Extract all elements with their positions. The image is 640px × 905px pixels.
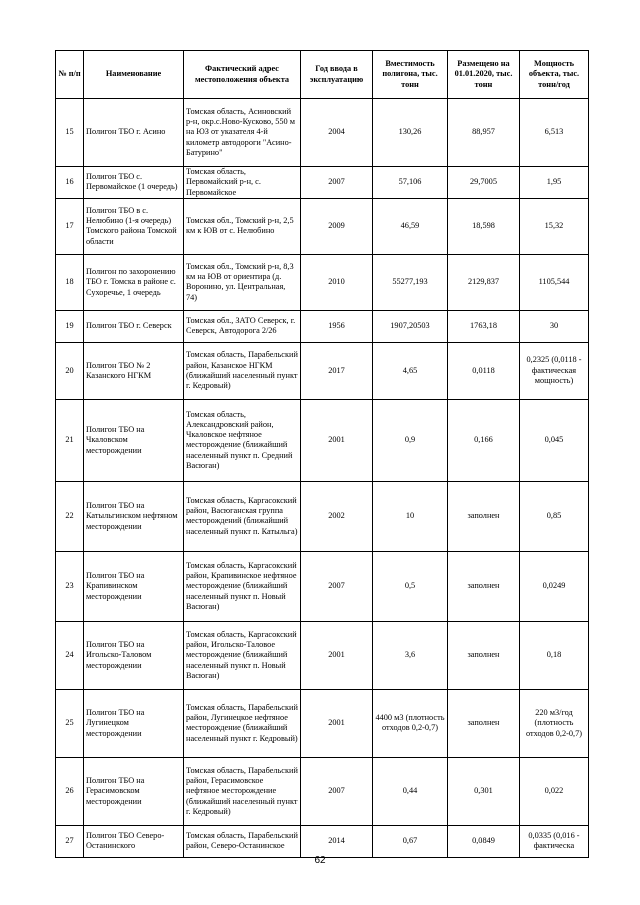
cell-address: Томская область, Александровский район, Чкаловское нефтяное месторождение (ближайший населенный пункт п. Средний Васюган) <box>184 399 301 481</box>
cell-year: 2004 <box>301 99 373 167</box>
header-name: Наименование <box>84 51 184 99</box>
table-row <box>56 310 589 342</box>
cell-num: 20 <box>56 342 84 399</box>
cell-year: 2010 <box>301 254 373 310</box>
cell-placed: заполнен <box>448 481 520 551</box>
cell-year: 2001 <box>301 621 373 689</box>
cell-name: Полигон ТБО Северо-Останинского <box>84 825 184 857</box>
cell-placed: 18,598 <box>448 198 520 254</box>
cell-name: Полигон ТБО на Игольско-Таловом месторождении <box>84 621 184 689</box>
cell-year: 2009 <box>301 198 373 254</box>
cell-capacity: 0,44 <box>373 757 448 825</box>
table-row <box>56 342 589 399</box>
table-header-row <box>56 51 589 99</box>
table-row <box>56 198 589 254</box>
table-row <box>56 99 589 167</box>
cell-power: 0,045 <box>520 399 589 481</box>
cell-year: 2002 <box>301 481 373 551</box>
table-row <box>56 551 589 621</box>
cell-num: 15 <box>56 99 84 167</box>
cell-address: Томская область, Каргасокский район, Васюганская группа месторождений (ближайший населенный пункт п. Катыльга) <box>184 481 301 551</box>
cell-year: 1956 <box>301 310 373 342</box>
header-placed: Размещено на 01.01.2020, тыс. тонн <box>448 51 520 99</box>
cell-year: 2007 <box>301 551 373 621</box>
cell-name: Полигон ТБО № 2 Казанского НГКМ <box>84 342 184 399</box>
cell-capacity: 130,26 <box>373 99 448 167</box>
table-row <box>56 621 589 689</box>
cell-placed: 1763,18 <box>448 310 520 342</box>
cell-name: Полигон ТБО в с. Нелюбино (1-я очередь) Томского района Томской области <box>84 198 184 254</box>
header-capacity: Вместимость полигона, тыс. тонн <box>373 51 448 99</box>
cell-power: 0,0249 <box>520 551 589 621</box>
cell-address: Томская область, Парабельский район, Северо-Останинское <box>184 825 301 857</box>
cell-capacity: 0,67 <box>373 825 448 857</box>
table-row <box>56 481 589 551</box>
cell-power: 0,85 <box>520 481 589 551</box>
cell-num: 24 <box>56 621 84 689</box>
cell-name: Полигон ТБО с. Первомайское (1 очередь) <box>84 167 184 199</box>
cell-power: 1105,544 <box>520 254 589 310</box>
cell-address: Томская область, Каргасокский район, Игольско-Таловое месторождение (ближайший населенный пункт п. Новый Васюган) <box>184 621 301 689</box>
cell-capacity: 10 <box>373 481 448 551</box>
cell-placed: 88,957 <box>448 99 520 167</box>
cell-placed: 0,166 <box>448 399 520 481</box>
cell-name: Полигон ТБО на Герасимовском месторождении <box>84 757 184 825</box>
cell-power: 0,18 <box>520 621 589 689</box>
landfill-table <box>55 50 589 858</box>
cell-num: 16 <box>56 167 84 199</box>
cell-name: Полигон ТБО г. Асино <box>84 99 184 167</box>
cell-power: 6,513 <box>520 99 589 167</box>
table-row <box>56 167 589 199</box>
cell-name: Полигон ТБО г. Северск <box>84 310 184 342</box>
table-row <box>56 689 589 757</box>
cell-year: 2014 <box>301 825 373 857</box>
cell-address: Томская обл., Томский р-н, 8,3 км на ЮВ от ориентира (д. Воронино, ул. Центральная, 74) <box>184 254 301 310</box>
cell-num: 25 <box>56 689 84 757</box>
cell-name: Полигон по захоронению ТБО г. Томска в районе с. Сухоречье, 1 очередь <box>84 254 184 310</box>
cell-name: Полигон ТБО на Лугинецком месторождении <box>84 689 184 757</box>
cell-capacity: 0,9 <box>373 399 448 481</box>
cell-capacity: 4,65 <box>373 342 448 399</box>
cell-capacity: 1907,20503 <box>373 310 448 342</box>
cell-num: 21 <box>56 399 84 481</box>
cell-capacity: 0,5 <box>373 551 448 621</box>
cell-power: 0,022 <box>520 757 589 825</box>
cell-placed: 0,0118 <box>448 342 520 399</box>
cell-name: Полигон ТБО на Чкаловском месторождении <box>84 399 184 481</box>
cell-address: Томская область, Парабельский район, Казанское НГКМ (ближайший населенный пункт г. Кедровый) <box>184 342 301 399</box>
cell-placed: заполнен <box>448 689 520 757</box>
cell-capacity: 3,6 <box>373 621 448 689</box>
cell-year: 2007 <box>301 167 373 199</box>
cell-power: 0,2325 (0,0118 - фактическая мощность) <box>520 342 589 399</box>
cell-num: 18 <box>56 254 84 310</box>
cell-address: Томская область, Каргасокский район, Крапивинское нефтяное месторождение (ближайший населенный пункт п. Новый Васюган) <box>184 551 301 621</box>
document-page <box>55 50 588 858</box>
cell-num: 17 <box>56 198 84 254</box>
header-address: Фактический адрес местоположения объекта <box>184 51 301 99</box>
cell-placed: 0,0849 <box>448 825 520 857</box>
table-row <box>56 399 589 481</box>
cell-address: Томская обл., Томский р-н, 2,5 км к ЮВ от с. Нелюбино <box>184 198 301 254</box>
cell-num: 22 <box>56 481 84 551</box>
cell-power: 220 м3/год (плотность отходов 0,2-0,7) <box>520 689 589 757</box>
header-num: № п/п <box>56 51 84 99</box>
cell-capacity: 55277,193 <box>373 254 448 310</box>
cell-address: Томская область, Парабельский район, Лугинецкое нефтяное месторождение (ближайший населенный пункт г. Кедровый) <box>184 689 301 757</box>
table-row <box>56 757 589 825</box>
cell-num: 27 <box>56 825 84 857</box>
table-row <box>56 825 589 857</box>
cell-address: Томская область, Асиновский р-н, окр.с.Ново-Кусково, 550 м на ЮЗ от указателя 4-й километр автодороги "Асино-Батурино" <box>184 99 301 167</box>
cell-address: Томская область, Первомайский р-н, с. Первомайское <box>184 167 301 199</box>
cell-capacity: 46,59 <box>373 198 448 254</box>
cell-capacity: 57,106 <box>373 167 448 199</box>
cell-year: 2017 <box>301 342 373 399</box>
cell-placed: заполнен <box>448 551 520 621</box>
cell-power: 15,32 <box>520 198 589 254</box>
header-year: Год ввода в эксплуатацию <box>301 51 373 99</box>
header-power: Мощность объекта, тыс. тонн/год <box>520 51 589 99</box>
table-row <box>56 254 589 310</box>
cell-year: 2007 <box>301 757 373 825</box>
cell-num: 23 <box>56 551 84 621</box>
cell-address: Томская область, Парабельский район, Герасимовское нефтяное месторождение (ближайший населенный пункт г. Кедровый) <box>184 757 301 825</box>
cell-num: 26 <box>56 757 84 825</box>
cell-placed: 2129,837 <box>448 254 520 310</box>
cell-power: 1,95 <box>520 167 589 199</box>
cell-power: 0,0335 (0,016 - фактическа <box>520 825 589 857</box>
cell-placed: заполнен <box>448 621 520 689</box>
cell-placed: 29,7005 <box>448 167 520 199</box>
cell-power: 30 <box>520 310 589 342</box>
cell-name: Полигон ТБО на Катыльгинском нефтяном месторождении <box>84 481 184 551</box>
cell-year: 2001 <box>301 399 373 481</box>
cell-placed: 0,301 <box>448 757 520 825</box>
cell-year: 2001 <box>301 689 373 757</box>
page-number: 62 <box>314 855 326 866</box>
cell-num: 19 <box>56 310 84 342</box>
cell-name: Полигон ТБО на Крапивинском месторождении <box>84 551 184 621</box>
cell-capacity: 4400 м3 (плотность отходов 0,2-0,7) <box>373 689 448 757</box>
cell-address: Томская обл., ЗАТО Северск, г. Северск, Автодорога 2/26 <box>184 310 301 342</box>
